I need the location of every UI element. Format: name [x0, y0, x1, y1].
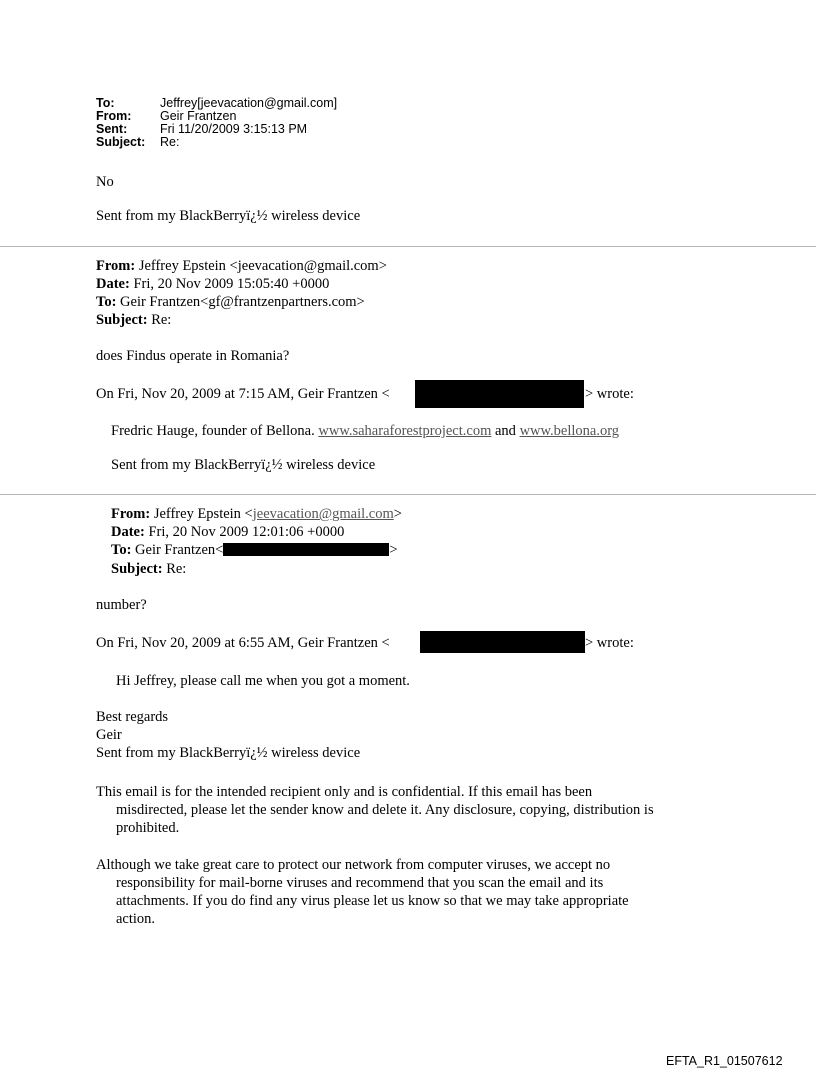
closing-name: Geir: [96, 727, 122, 743]
msg2-quote-intro-pre: On Fri, Nov 20, 2009 at 7:15 AM, Geir Frantzen <: [96, 386, 390, 402]
to-value: Jeffrey[jeevacation@gmail.com]: [160, 96, 338, 110]
redaction-block: [223, 543, 389, 556]
closing-regards: Best regards: [96, 709, 169, 725]
msg3-quote-intro-pre: On Fri, Nov 20, 2009 at 6:55 AM, Geir Frantzen <: [96, 635, 390, 651]
bellona-link[interactable]: www.bellona.org: [519, 423, 620, 439]
separator-rule: [0, 246, 816, 247]
msg3-subject: Subject: Re:: [111, 561, 187, 577]
separator-rule: [0, 494, 816, 495]
msg3-from: From: Jeffrey Epstein <jeevacation@gmail.com>: [111, 506, 402, 522]
msg2-to: To: Geir Frantzen<gf@frantzenpartners.com>: [96, 294, 365, 310]
msg2-quote-intro-post: > wrote:: [585, 386, 634, 402]
document-id: EFTA_R1_01507612: [666, 1054, 783, 1068]
email-header: [96, 97, 496, 149]
body-signature: Sent from my BlackBerryï¿½ wireless device: [96, 208, 361, 224]
from-label: From:: [96, 109, 132, 123]
msg3-quote-intro-post: > wrote:: [585, 635, 634, 651]
msg3-date: Date: Fri, 20 Nov 2009 12:01:06 +0000: [111, 524, 345, 540]
msg2-date: Date: Fri, 20 Nov 2009 15:05:40 +0000: [96, 276, 330, 292]
sent-label: Sent:: [96, 122, 128, 136]
subject-value: Re:: [160, 135, 180, 149]
disclaimer-confidential: This email is for the intended recipient only and is confidential. If this email has been misdirected, please let the sender know and delete it. Any disclosure, copying, distribution is prohibited.: [96, 784, 654, 836]
body-text: No: [96, 174, 114, 190]
closing-signature: Sent from my BlackBerryï¿½ wireless device: [96, 745, 361, 761]
subject-label: Subject:: [96, 135, 146, 149]
msg2-subject: Subject: Re:: [96, 312, 172, 328]
msg2-from: From: Jeffrey Epstein <jeevacation@gmail.com>: [96, 258, 387, 274]
msg2-quote-text: Fredric Hauge, founder of Bellona. www.saharaforestproject.com and www.bellona.org: [111, 423, 620, 439]
msg3-to: To: Geir Frantzen< >: [111, 542, 398, 558]
disclaimer-virus: Although we take great care to protect our network from computer viruses, we accept no responsibility for mail-borne viruses and recommend that you scan the email and its attachments. If you do find any virus please let us know so that we may take appropriate action.: [96, 857, 629, 927]
msg2-body: does Findus operate in Romania?: [96, 348, 290, 364]
to-label: To:: [96, 96, 115, 110]
msg3-quote-text: Hi Jeffrey, please call me when you got a moment.: [116, 673, 410, 689]
msg2-quote-signature: Sent from my BlackBerryï¿½ wireless device: [111, 457, 376, 473]
jeevacation-email-link[interactable]: jeevacation@gmail.com: [252, 506, 394, 522]
redaction-block: [420, 631, 585, 653]
redaction-block: [415, 380, 584, 408]
from-value: Geir Frantzen: [160, 109, 237, 123]
sent-value: Fri 11/20/2009 3:15:13 PM: [160, 122, 308, 136]
msg3-body: number?: [96, 597, 147, 613]
saharaforestproject-link[interactable]: www.saharaforestproject.com: [318, 423, 492, 439]
